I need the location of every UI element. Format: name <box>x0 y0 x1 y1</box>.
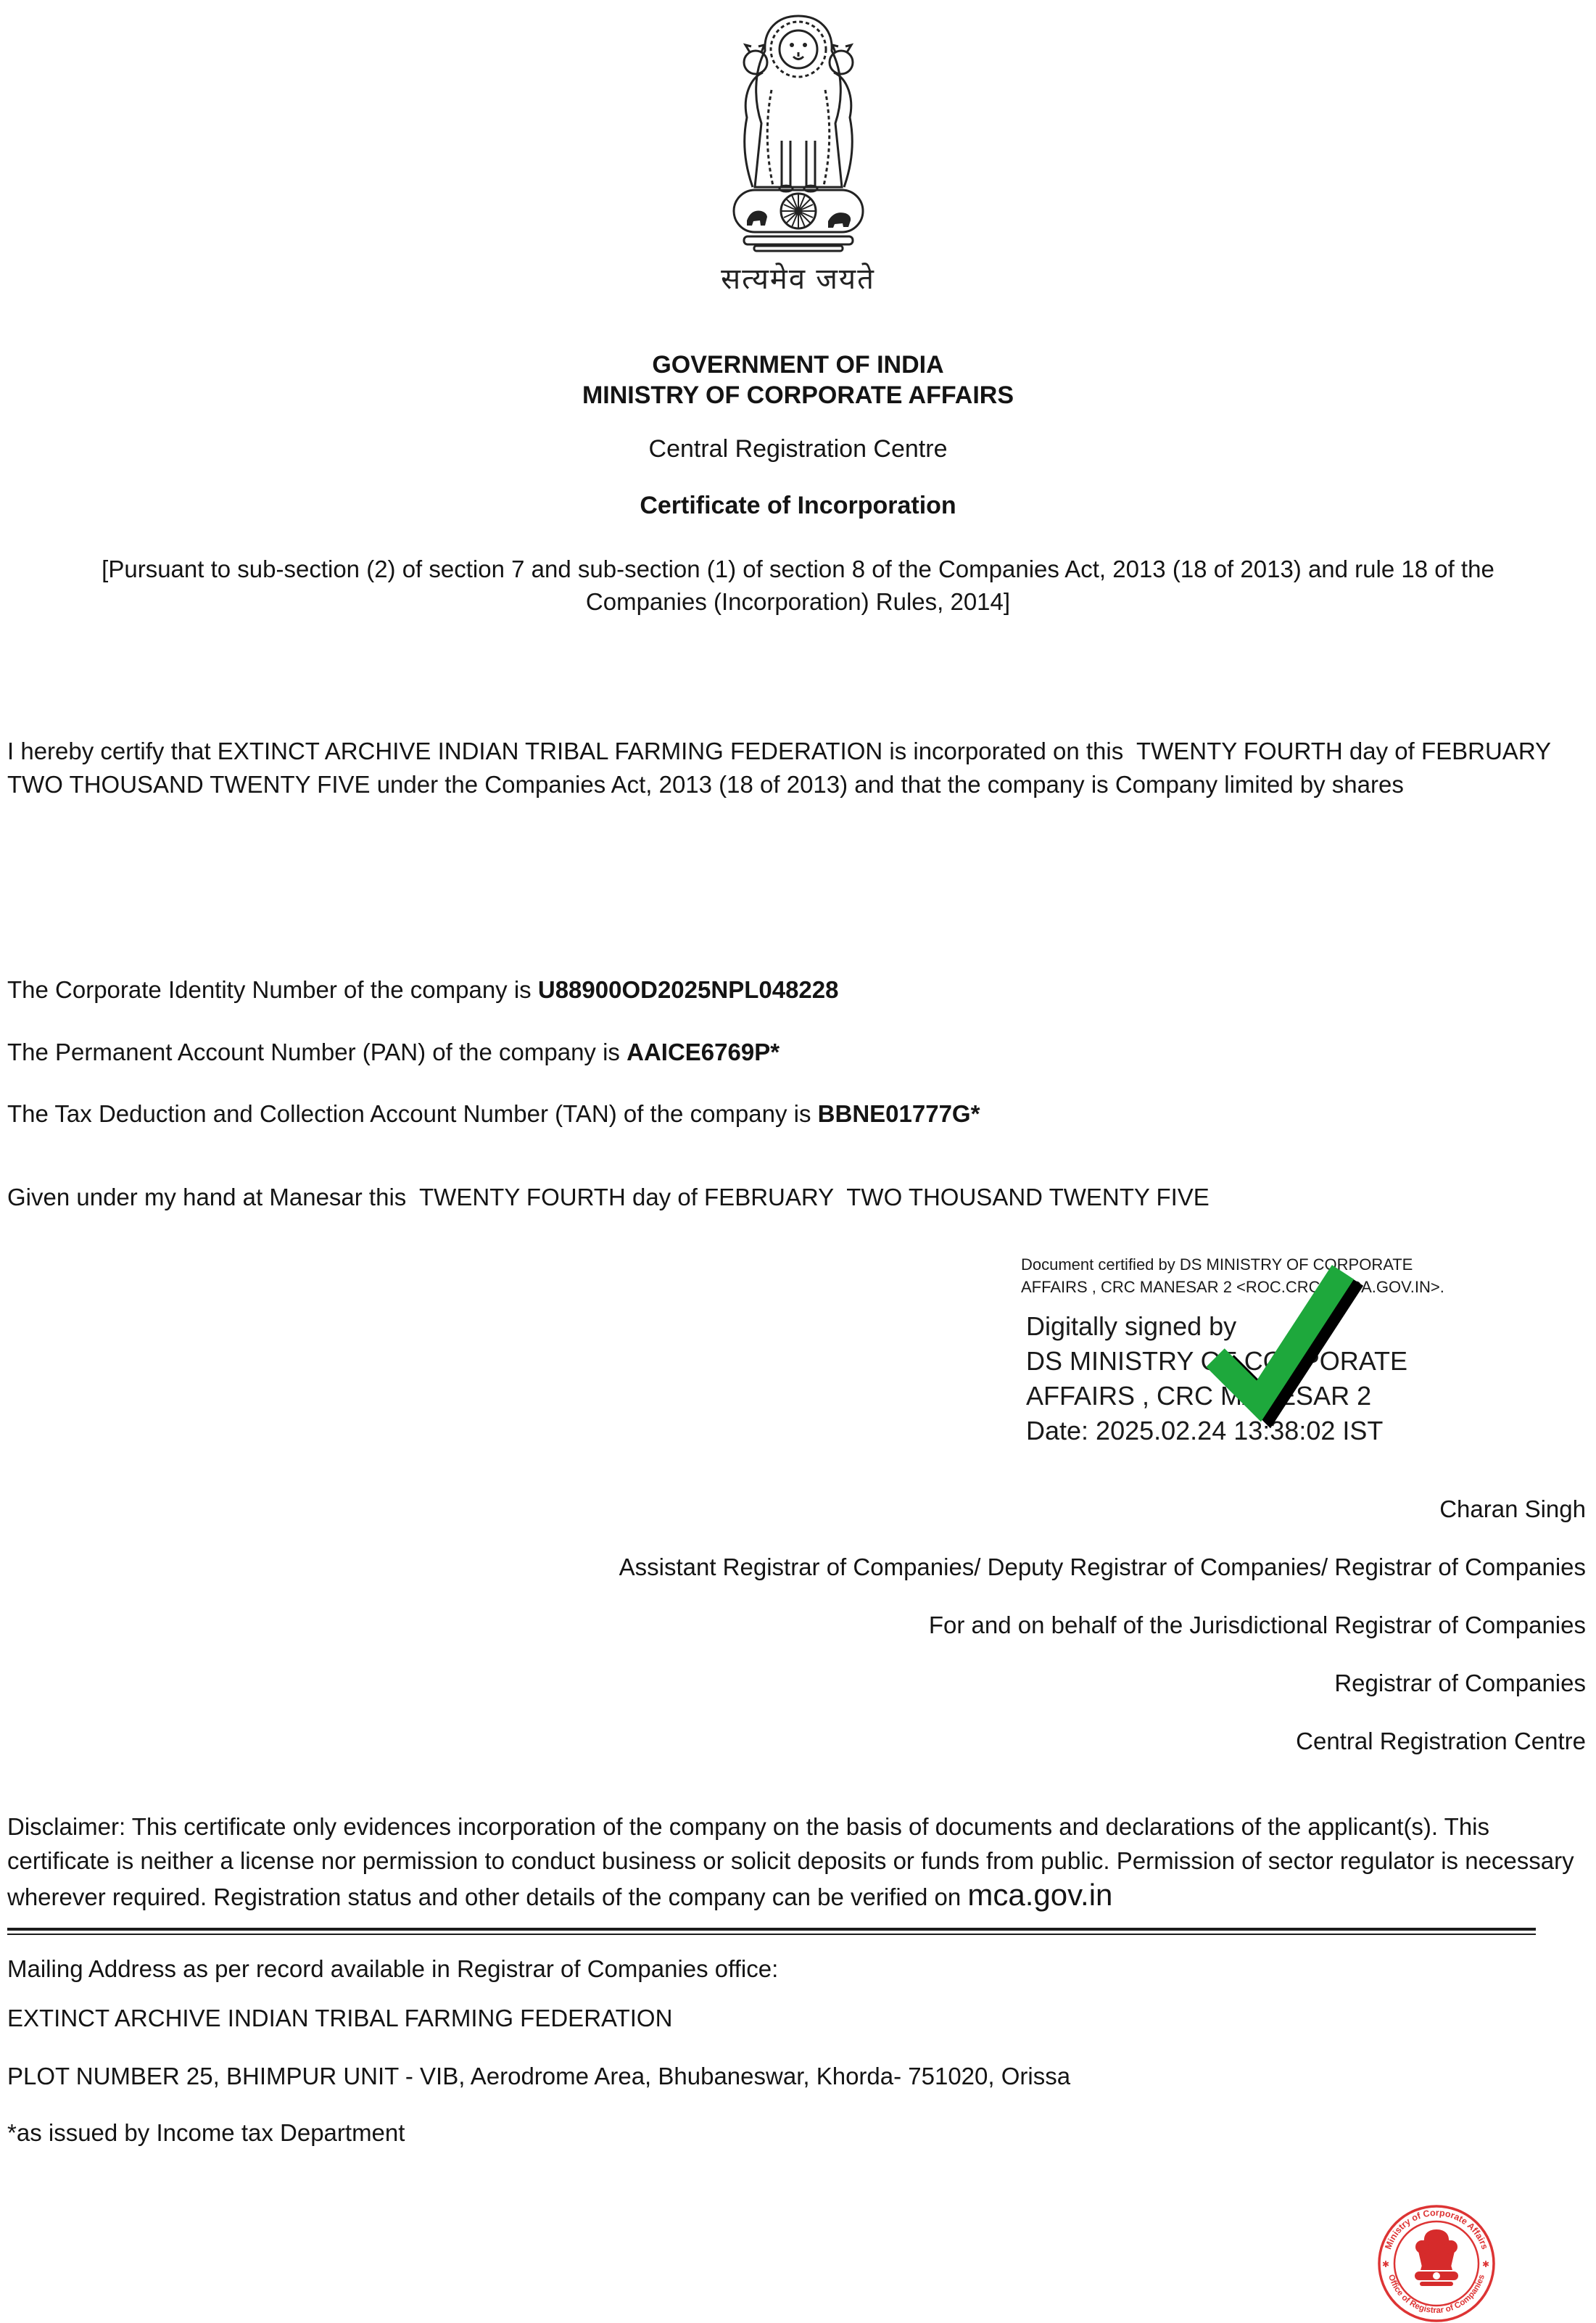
signatory-name: Charan Singh <box>1439 1495 1586 1522</box>
signature-valid-check-icon <box>1195 1260 1363 1432</box>
mailing-address-heading: Mailing Address as per record available in Registrar of Companies office: <box>7 1955 779 1982</box>
mca-website-text: mca.gov.in <box>967 1878 1113 1912</box>
header-block <box>0 350 1596 410</box>
emblem-block <box>0 4 1596 297</box>
company-address-line: PLOT NUMBER 25, BHIMPUR UNIT - VIB, Aerodrome Area, Bhubaneswar, Khorda- 751020, Orissa <box>7 2063 1071 2089</box>
section-divider-rule <box>7 1928 1536 1935</box>
central-registration-centre: Central Registration Centre <box>648 435 948 463</box>
given-under-hand-line: Given under my hand at Manesar this TWENTY FOURTH day of FEBRUARY TWO THOUSAND TWENTY FIVE <box>7 1184 1210 1210</box>
government-of-india-title: GOVERNMENT OF INDIA <box>652 351 944 379</box>
ministry-title: MINISTRY OF CORPORATE AFFAIRS <box>582 381 1014 409</box>
pan-line <box>7 1036 1587 1069</box>
stamp-emblem-icon <box>1415 2229 1458 2286</box>
certificate-title: Certificate of Incorporation <box>640 492 956 519</box>
company-name-line: EXTINCT ARCHIVE INDIAN TRIBAL FARMING FEDERATION <box>7 2005 673 2031</box>
stamp-star-right: ✱ <box>1482 2259 1490 2269</box>
digital-signature-text: Digitally signed by DS MINISTRY OF CORPORATE AFFAIRS , CRC MANESAR 2 Date: 2025.02.24 13:38:02 IST <box>1026 1311 1408 1445</box>
document-certified-note: Document certified by DS MINISTRY OF CORPORATE AFFAIRS , CRC MANESAR 2 <ROC.CRC@MCA.GOV.IN>. <box>1021 1255 1444 1296</box>
registrar-of-companies-line: Registrar of Companies <box>1334 1670 1586 1696</box>
tan-label: The Tax Deduction and Collection Account Number (TAN) of the company is <box>7 1100 818 1127</box>
tan-line <box>7 1097 1587 1131</box>
cin-label: The Corporate Identity Number of the company is <box>7 976 538 1003</box>
national-emblem-icon <box>718 243 879 255</box>
cin-line <box>7 973 1587 1007</box>
certification-paragraph: I hereby certify that EXTINCT ARCHIVE INDIAN TRIBAL FARMING FEDERATION is incorporated on this TWENTY FOURTH day of FEBRUARY TWO THOUSAND TWENTY FIVE under the Companies Act, 2013 (18 of 2013) and that the company is Company limited by shares <box>7 738 1564 798</box>
disclaimer-paragraph: Disclaimer: This certificate only evidences incorporation of the company on the basis of documents and declarations of the applicant(s). This certificate is neither a license nor permission to conduct business or solicit deposits or funds from public. Permission of sector regulator is necessary wherever required. Registration status and other details of the company can be verified on mca.gov.in <box>7 1813 1574 1912</box>
pan-tan-footnote: *as issued by Income tax Department <box>7 2119 405 2146</box>
signatory-designation: Assistant Registrar of Companies/ Deputy Registrar of Companies/ Registrar of Companies <box>619 1554 1586 1580</box>
stamp-top-text: Ministry of Corporate Affairs <box>1383 2207 1490 2251</box>
tan-value: BBNE01777G* <box>817 1100 980 1127</box>
stamp-bottom-text: Office of Registrar of Companies <box>1386 2273 1487 2316</box>
registrar-office-stamp <box>1376 2203 1497 2323</box>
pan-label: The Permanent Account Number (PAN) of the company is <box>7 1039 627 1065</box>
national-motto: सत्यमेव जयते <box>721 263 875 295</box>
central-registration-centre-line: Central Registration Centre <box>1296 1728 1586 1754</box>
on-behalf-line: For and on behalf of the Jurisdictional Registrar of Companies <box>928 1612 1586 1638</box>
pursuant-clause: [Pursuant to sub-section (2) of section 7 and sub-section (1) of section 8 of the Companies Act, 2013 (18 of 2013) and rule 18 of the Companies (Incorporation) Rules, 2014] <box>102 556 1494 615</box>
stamp-star-left: ✱ <box>1382 2259 1390 2269</box>
cin-value: U88900OD2025NPL048228 <box>537 976 839 1003</box>
pan-value: AAICE6769P* <box>627 1039 780 1065</box>
